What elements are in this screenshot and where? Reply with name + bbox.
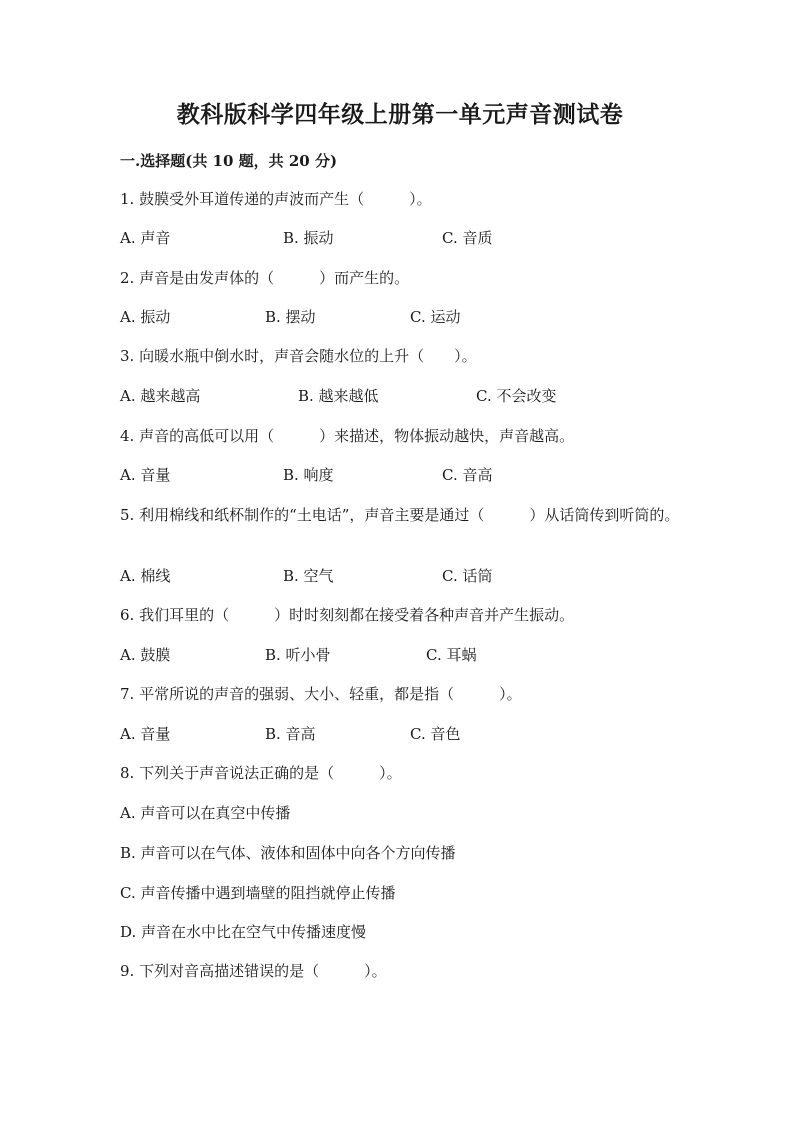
- page-title: 教科版科学四年级上册第一单元声音测试卷: [176, 101, 624, 128]
- q4-option-b: B. 响度: [283, 466, 334, 484]
- section-heading: 一.选择题(共 10 题，共 20 分): [120, 152, 338, 170]
- q3-option-a: A. 越来越高: [120, 387, 201, 405]
- question-7: 7. 平常所说的声音的强弱、大小、轻重，都是指（ ）。: [120, 685, 522, 703]
- question-1: 1. 鼓膜受外耳道传递的声波而产生（ ）。: [120, 190, 432, 208]
- q2-option-a: A. 振动: [120, 308, 171, 326]
- question-9: 9. 下列对音高描述错误的是（ ）。: [120, 962, 387, 980]
- q7-option-c: C. 音色: [410, 725, 461, 743]
- question-3: 3. 向暖水瓶中倒水时，声音会随水位的上升（ ）。: [120, 347, 477, 365]
- q1-option-c: C. 音质: [442, 229, 493, 247]
- q4-option-a: A. 音量: [120, 466, 171, 484]
- q5-option-c: C. 话筒: [442, 567, 493, 585]
- q8-option-a: A. 声音可以在真空中传播: [120, 804, 291, 822]
- q1-option-b: B. 振动: [283, 229, 334, 247]
- q2-option-b: B. 摆动: [265, 308, 316, 326]
- q2-option-c: C. 运动: [410, 308, 461, 326]
- q6-option-a: A. 鼓膜: [120, 646, 171, 664]
- q8-option-d: D. 声音在水中比在空气中传播速度慢: [120, 923, 367, 941]
- q5-option-b: B. 空气: [283, 567, 334, 585]
- q7-option-b: B. 音高: [265, 725, 316, 743]
- question-2: 2. 声音是由发声体的（ ）而产生的。: [120, 269, 410, 287]
- question-6: 6. 我们耳里的（ ）时时刻刻都在接受着各种声音并产生振动。: [120, 606, 575, 624]
- q1-option-a: A. 声音: [120, 229, 171, 247]
- q4-option-c: C. 音高: [442, 466, 493, 484]
- q7-option-a: A. 音量: [120, 725, 171, 743]
- question-4: 4. 声音的高低可以用（ ）来描述，物体振动越快，声音越高。: [120, 427, 575, 445]
- q3-option-c: C. 不会改变: [476, 387, 557, 405]
- q8-option-c: C. 声音传播中遇到墙壁的阻挡就停止传播: [120, 884, 396, 902]
- question-8: 8. 下列关于声音说法正确的是（ ）。: [120, 764, 402, 782]
- q6-option-c: C. 耳蜗: [426, 646, 477, 664]
- question-5: 5. 利用棉线和纸杯制作的“土电话”，声音主要是通过（ ）从话筒传到听筒的。: [120, 506, 680, 524]
- q6-option-b: B. 听小骨: [265, 646, 331, 664]
- q8-option-b: B. 声音可以在气体、液体和固体中向各个方向传播: [120, 844, 456, 862]
- q3-option-b: B. 越来越低: [298, 387, 379, 405]
- q5-option-a: A. 棉线: [120, 567, 171, 585]
